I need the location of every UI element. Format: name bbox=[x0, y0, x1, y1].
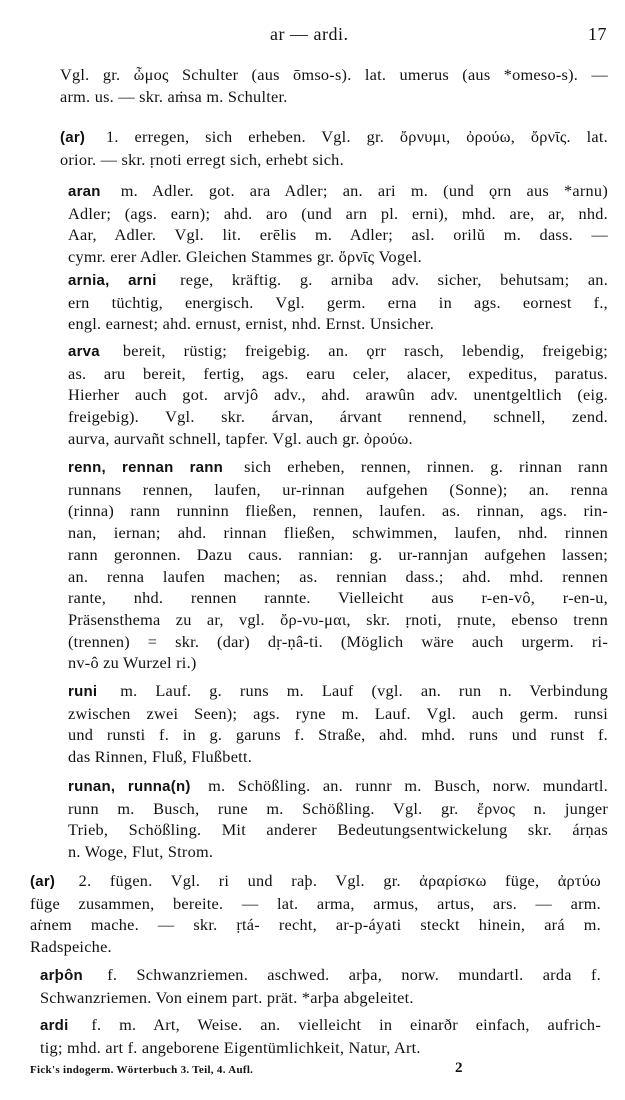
line-text: freigebig). Vgl. skr. árvan, árvant rennend, schnell, zend. bbox=[68, 407, 608, 427]
line-text: (rinna) rann runninn fließen, rennen, laufen. as. rinnan, ags. rin- bbox=[68, 501, 608, 521]
text-line bbox=[68, 500, 608, 522]
entry-paragraph bbox=[60, 126, 608, 170]
text-line bbox=[30, 870, 601, 893]
line-text: 2. fügen. Vgl. ri und raþ. Vgl. gr. ἀραρίσκω füge, ἀρτύω bbox=[78, 871, 601, 890]
line-text: rante, nhd. rennen rannte. Vielleicht aus r-en-vô, r-en-u, bbox=[68, 588, 608, 608]
line-text: cymr. erer Adler. Gleichen Stammes gr. ὄρνῑς Vogel. bbox=[68, 247, 422, 267]
line-text: füge zusammen, bereite. — lat. arma, armus, artus, ars. — arm. bbox=[30, 893, 601, 913]
line-text: Hierher auch got. arvjô adv., ahd. arawûn adv. unentgeltlich (eig. bbox=[68, 385, 608, 405]
text-line bbox=[68, 313, 608, 335]
headword: runi bbox=[68, 683, 98, 700]
text-line bbox=[40, 987, 601, 1009]
text-line bbox=[68, 609, 608, 631]
line-text: und runsti f. in g. garuns f. Straße, ahd. mhd. runs und runst f. bbox=[68, 725, 608, 745]
text-line bbox=[68, 224, 608, 246]
headword: aran bbox=[68, 183, 101, 200]
line-text: Aar, Adler. Vgl. lit. erēlis m. Adler; asl. orilŭ m. dass. — bbox=[68, 225, 608, 245]
line-text: runn m. Busch, rune m. Schößling. Vgl. gr. ἔρνος n. junger bbox=[68, 798, 608, 818]
text-line bbox=[40, 1014, 601, 1037]
headword: arnia, arni bbox=[68, 272, 157, 289]
line-text: bereit, rüstig; freigebig. an. ǫrr rasch, lebendig, freigebig; bbox=[122, 341, 608, 360]
page-number: 17 bbox=[588, 24, 607, 44]
text-line bbox=[68, 340, 608, 363]
line-text: Präsensthema zu ar, vgl. ὄρ-νυ-μαι, skr. ṛnoti, ṛnute, ebenso trenn bbox=[68, 609, 608, 629]
line-text: aurva, aurvañt schnell, tapfer. Vgl. auch gr. ὀρούω. bbox=[68, 428, 413, 448]
line-text: tig; mhd. art f. angeborene Eigentümlichkeit, Natur, Art. bbox=[40, 1037, 421, 1057]
text-line bbox=[68, 587, 608, 609]
entry-paragraph bbox=[60, 64, 608, 107]
line-text: f. Schwanzriemen. aschwed. arþa, norw. mundartl. arda f. bbox=[107, 965, 601, 984]
text-line bbox=[40, 1037, 601, 1059]
line-text: Trieb, Schößling. Mit anderer Bedeutungsentwickelung skr. árṇas bbox=[68, 820, 608, 840]
text-line bbox=[68, 680, 608, 703]
line-text: ern tüchtig, energisch. Vgl. germ. erna in ags. eornest f., bbox=[68, 292, 608, 312]
text-line bbox=[68, 819, 608, 841]
text-line bbox=[60, 86, 608, 108]
entry-paragraph bbox=[68, 340, 608, 450]
text-line bbox=[68, 841, 608, 863]
text-line bbox=[60, 126, 608, 149]
line-text: Schwanzriemen. Von einem part. prät. *arþa abgeleitet. bbox=[40, 987, 414, 1007]
entry-paragraph bbox=[40, 964, 601, 1008]
entry-paragraph bbox=[68, 775, 608, 863]
line-text: zwischen zwei Seen); ags. ryne m. Lauf. Vgl. auch germ. runsi bbox=[68, 703, 608, 723]
line-text: runnans rennen, laufen, ur-rinnan aufgehen (Sonne); an. renna bbox=[68, 479, 608, 499]
line-text: orior. — skr. ṛnoti erregt sich, erhebt sich. bbox=[60, 149, 344, 169]
line-text: (trennen) = skr. (dar) dṛ-ṇâ-ti. (Möglich wäre auch urgerm. ri- bbox=[68, 631, 608, 651]
text-line bbox=[68, 775, 608, 798]
text-line bbox=[68, 746, 608, 768]
text-line bbox=[68, 246, 608, 268]
line-text: nv-ô zu Wurzel ri.) bbox=[68, 653, 197, 673]
line-text: m. Lauf. g. runs m. Lauf (vgl. an. run n. Verbindung bbox=[120, 681, 608, 700]
headword: arþôn bbox=[40, 967, 83, 984]
text-line bbox=[68, 724, 608, 746]
entry-paragraph bbox=[68, 269, 608, 335]
headword: renn, rennan rann bbox=[68, 459, 224, 476]
text-line bbox=[68, 269, 608, 292]
text-line bbox=[68, 456, 608, 479]
line-text: Adler; (ags. earn); ahd. aro (und arn pl. erni), mhd. are, ar, nhd. bbox=[68, 203, 608, 223]
running-head: ar — ardi. bbox=[270, 24, 349, 44]
line-text: aṙnem mache. — skr. ṛtá- recht, ar-p-áyati steckt hinein, ará m. bbox=[30, 915, 601, 935]
entry-paragraph bbox=[68, 680, 608, 768]
line-text: Vgl. gr. ὦμος Schulter (aus ōmso-s). lat. umerus (aus *omeso-s). — bbox=[60, 65, 608, 84]
text-line bbox=[68, 363, 608, 385]
line-text: m. Schößling. an. runnr m. Busch, norw. mundartl. bbox=[208, 776, 608, 795]
entry-paragraph bbox=[40, 1014, 601, 1058]
text-line bbox=[68, 566, 608, 588]
text-line bbox=[68, 798, 608, 820]
signature-mark: 2 bbox=[455, 1060, 463, 1076]
text-line bbox=[68, 479, 608, 501]
headword: runan, runna(n) bbox=[68, 778, 191, 795]
text-line bbox=[68, 428, 608, 450]
text-line bbox=[68, 180, 608, 203]
line-text: rann geronnen. Dazu caus. rannian: g. ur-rannjan aufgehen lassen; bbox=[68, 544, 608, 564]
line-text: das Rinnen, Fluß, Flußbett. bbox=[68, 747, 253, 767]
entry-paragraph bbox=[30, 870, 601, 958]
entry-paragraph bbox=[68, 456, 608, 674]
text-line bbox=[40, 964, 601, 987]
entry-paragraph bbox=[68, 180, 608, 268]
footer-source: Fick's indogerm. Wörterbuch 3. Teil, 4. Aufl. bbox=[30, 1064, 254, 1076]
headword: arva bbox=[68, 343, 100, 360]
line-text: f. m. Art, Weise. an. vielleicht in einarðr einfach, aufrich- bbox=[91, 1015, 601, 1034]
line-text: nan, iernan; ahd. rinnan fließen, schwimmen, laufen, nhd. rinnen bbox=[68, 523, 608, 543]
line-text: Radspeiche. bbox=[30, 937, 112, 957]
text-line bbox=[68, 631, 608, 653]
text-line bbox=[68, 652, 608, 674]
text-line bbox=[68, 406, 608, 428]
text-line bbox=[68, 292, 608, 314]
text-line bbox=[68, 522, 608, 544]
line-text: m. Adler. got. ara Adler; an. ari m. (und ǫrn aus *arnu) bbox=[120, 181, 608, 200]
line-text: arm. us. — skr. aṁsa m. Schulter. bbox=[60, 86, 288, 106]
text-line bbox=[30, 936, 601, 958]
headword: (ar) bbox=[60, 129, 86, 146]
text-line bbox=[60, 149, 608, 171]
text-line bbox=[30, 893, 601, 915]
headword: (ar) bbox=[30, 873, 56, 890]
text-line bbox=[68, 203, 608, 225]
line-text: engl. earnest; ahd. ernust, ernist, nhd. Ernst. Unsicher. bbox=[68, 314, 435, 334]
line-text: an. renna laufen machen; as. rennian dass.; ahd. mhd. rennen bbox=[68, 566, 608, 586]
line-text: n. Woge, Flut, Strom. bbox=[68, 842, 214, 862]
text-line bbox=[60, 64, 608, 86]
text-line bbox=[68, 544, 608, 566]
text-line bbox=[30, 914, 601, 936]
text-line bbox=[68, 703, 608, 725]
line-text: as. aru bereit, fertig, ags. earu celer, alacer, expeditus, paratus. bbox=[68, 363, 608, 383]
line-text: sich erheben, rennen, rinnen. g. rinnan rann bbox=[244, 457, 608, 476]
text-line bbox=[68, 384, 608, 406]
line-text: rege, kräftig. g. arniba adv. sicher, behutsam; an. bbox=[180, 270, 609, 289]
line-text: 1. erregen, sich erheben. Vgl. gr. ὄρνυμι, ὀρούω, ὄρνῑς. lat. bbox=[105, 127, 608, 146]
headword: ardi bbox=[40, 1017, 69, 1034]
